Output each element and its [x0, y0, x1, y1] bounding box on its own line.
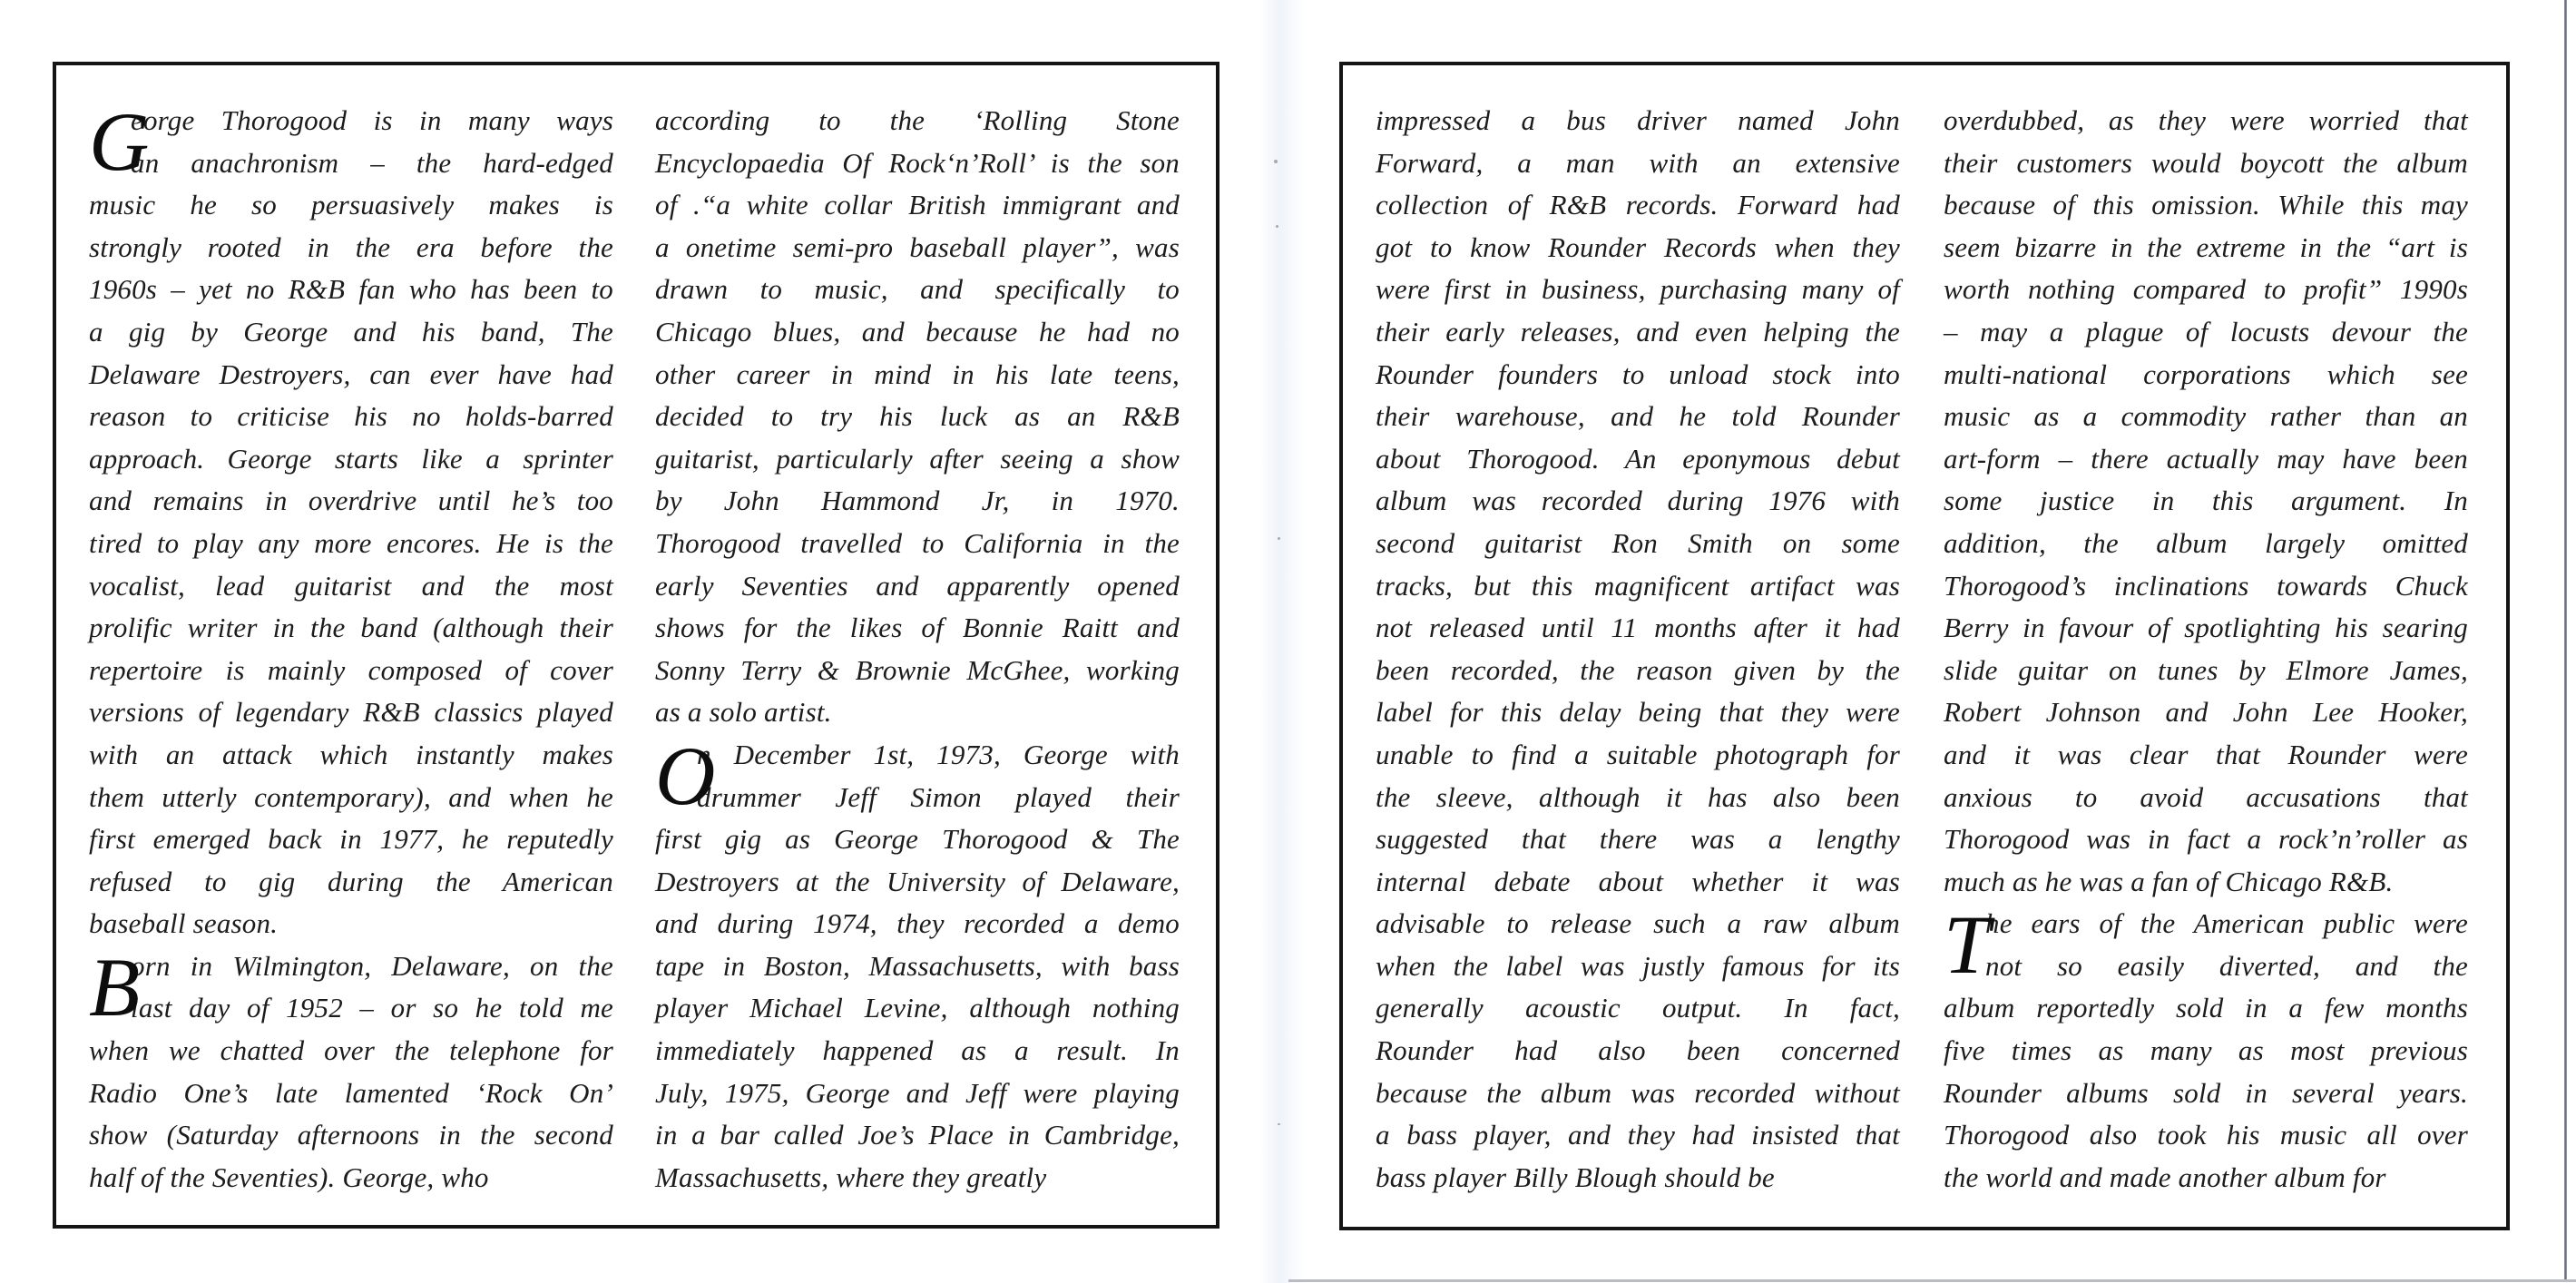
line-text: an anachronism – the hard-edged	[131, 146, 613, 179]
line-text: he ears of the American public were	[1985, 907, 2468, 940]
line-text: addition, the album largely omitted	[1944, 526, 2468, 559]
line-text: July, 1975, George and Jeff were playing	[655, 1076, 1180, 1109]
line-text: multi-national corporations which see	[1944, 357, 2468, 390]
line-text: the sleeve, although it has also been	[1376, 780, 1900, 813]
line-text: drawn to music, and specifically to	[655, 273, 1180, 306]
text-line	[1376, 607, 1900, 650]
text-line	[89, 523, 613, 565]
line-text: advisable to release such a raw album	[1376, 907, 1900, 940]
line-text: their warehouse, and he told Rounder	[1376, 400, 1900, 433]
text-line	[89, 987, 613, 1030]
line-text: a bass player, and they had insisted that	[1376, 1119, 1900, 1151]
text-line	[89, 861, 613, 904]
text-line	[1376, 396, 1900, 438]
line-text: show (Saturday afternoons in the second	[89, 1119, 613, 1151]
text-line	[89, 480, 613, 523]
text-line	[89, 650, 613, 692]
line-text: album was recorded during 1976 with	[1376, 485, 1900, 517]
line-text: shows for the likes of Bonnie Raitt and	[655, 612, 1180, 644]
line-text: Chicago blues, and because he had no	[655, 315, 1180, 348]
line-text: approach. George starts like a sprinter	[89, 442, 613, 475]
text-line	[1944, 184, 2468, 227]
line-text: their customers would boycott the album	[1944, 146, 2468, 179]
text-line	[655, 480, 1180, 523]
text-line	[89, 311, 613, 354]
text-line	[1376, 227, 1900, 269]
line-text: with an attack which instantly makes	[89, 738, 613, 770]
text-line	[1944, 396, 2468, 438]
text-line	[89, 607, 613, 650]
text-line	[89, 777, 613, 819]
line-text: orn in Wilmington, Delaware, on the	[131, 949, 613, 982]
line-text: Rounder founders to unload stock into	[1376, 357, 1900, 390]
line-text: versions of legendary R&B classics played	[89, 696, 613, 729]
text-line	[89, 818, 613, 861]
text-line	[1944, 1114, 2468, 1157]
line-text: n December 1st, 1973, George with	[697, 738, 1180, 770]
line-text: Forward, a man with an extensive	[1376, 146, 1900, 179]
line-text: second guitarist Ron Smith on some	[1376, 526, 1900, 559]
text-line	[1944, 354, 2468, 397]
text-line	[89, 227, 613, 269]
text-line	[655, 1030, 1180, 1072]
line-text: immediately happened as a result. In	[655, 1034, 1180, 1067]
page-bottom-edge	[1288, 1279, 2576, 1282]
text-line	[1376, 818, 1900, 861]
text-line	[655, 142, 1180, 185]
line-text: them utterly contemporary), and when he	[89, 780, 613, 813]
print-speck	[1278, 1123, 1280, 1125]
line-text: art-form – there actually may have been	[1944, 442, 2468, 475]
line-text: five times as many as most previous	[1944, 1034, 2468, 1067]
text-line	[655, 438, 1180, 481]
text-line	[655, 777, 1180, 819]
text-line	[1376, 777, 1900, 819]
text-line	[655, 818, 1180, 861]
text-line	[1944, 650, 2468, 692]
line-text: by John Hammond Jr, in 1970.	[655, 485, 1180, 517]
line-text: some justice in this argument. In	[1944, 485, 2468, 517]
line-text: Delaware Destroyers, can ever have had	[89, 357, 613, 390]
text-column	[1944, 100, 2468, 1199]
line-text: Robert Johnson and John Lee Hooker,	[1944, 696, 2468, 729]
line-text: much as he was a fan of Chicago R&B.	[1944, 865, 2394, 897]
line-text: about Thorogood. An eponymous debut	[1376, 442, 1900, 475]
text-line	[1376, 1114, 1900, 1157]
line-text: when we chatted over the telephone for	[89, 1034, 613, 1067]
line-text: – may a plague of locusts devour the	[1944, 315, 2468, 348]
text-line	[89, 1114, 613, 1157]
line-text: Radio One’s late lamented ‘Rock On’	[89, 1076, 613, 1109]
line-text: decided to try his luck as an R&B	[655, 400, 1180, 433]
line-text: got to know Rounder Records when they	[1376, 230, 1900, 263]
line-text: other career in mind in his late teens,	[655, 357, 1180, 390]
page-edge	[2564, 0, 2567, 1279]
line-text: refused to gig during the American	[89, 865, 613, 897]
text-line	[1376, 438, 1900, 481]
text-line	[1376, 269, 1900, 311]
text-line	[655, 1072, 1180, 1115]
line-text: overdubbed, as they were worried that	[1944, 104, 2468, 136]
line-text: Sonny Terry & Brownie McGhee, working	[655, 653, 1180, 686]
text-line	[1376, 1072, 1900, 1115]
line-text: tracks, but this magnificent artifact was	[1376, 569, 1900, 602]
line-text: worth nothing compared to profit” 1990s	[1944, 273, 2468, 306]
line-text: eorge Thorogood is in many ways	[131, 104, 613, 136]
text-line	[1944, 987, 2468, 1030]
text-line	[655, 861, 1180, 904]
print-speck	[1278, 537, 1280, 540]
line-text: Thorogood travelled to California in the	[655, 526, 1180, 559]
text-line	[1944, 523, 2468, 565]
line-text: 1960s – yet no R&B fan who has been to	[89, 273, 613, 306]
text-line	[1944, 565, 2468, 608]
text-line	[1944, 945, 2468, 988]
text-line	[1944, 142, 2468, 185]
text-line	[1376, 142, 1900, 185]
line-text: Encyclopaedia Of Rock‘n’Roll’ is the son	[655, 146, 1180, 179]
drop-cap: B	[89, 940, 141, 1033]
line-text: tape in Boston, Massachusetts, with bass	[655, 949, 1180, 982]
text-line	[655, 396, 1180, 438]
text-line	[1944, 269, 2468, 311]
text-line	[655, 987, 1180, 1030]
text-line	[1944, 691, 2468, 734]
line-text: baseball season.	[89, 907, 279, 940]
text-line	[655, 523, 1180, 565]
line-text: drummer Jeff Simon played their	[697, 780, 1180, 813]
text-line	[1376, 311, 1900, 354]
print-speck	[1274, 160, 1278, 163]
text-line	[89, 184, 613, 227]
line-text: internal debate about whether it was	[1376, 865, 1900, 897]
line-text: their early releases, and even helping the	[1376, 315, 1900, 348]
line-text: anxious to avoid accusations that	[1944, 780, 2468, 813]
text-line	[655, 650, 1180, 692]
line-text: label for this delay being that they were	[1376, 696, 1900, 729]
line-text: not so easily diverted, and the	[1985, 949, 2468, 982]
text-line	[1376, 565, 1900, 608]
text-line	[655, 227, 1180, 269]
line-text: Rounder albums sold in several years.	[1944, 1076, 2468, 1109]
line-text: slide guitar on tunes by Elmore James,	[1944, 653, 2468, 686]
page-gutter	[1259, 0, 1305, 1283]
text-line	[89, 269, 613, 311]
text-line	[89, 1030, 613, 1072]
text-line	[655, 945, 1180, 988]
drop-cap: T	[1944, 898, 1991, 992]
text-line	[89, 1072, 613, 1115]
print-speck	[1276, 225, 1278, 228]
line-text: prolific writer in the band (although their	[89, 612, 613, 644]
line-text: vocalist, lead guitarist and the most	[89, 569, 613, 602]
line-text: half of the Seventies). George, who	[89, 1161, 489, 1193]
right-page-frame	[1339, 62, 2510, 1230]
line-text: in a bar called Joe’s Place in Cambridge,	[655, 1119, 1180, 1151]
text-line	[655, 565, 1180, 608]
text-line	[89, 734, 613, 777]
text-line	[1944, 311, 2468, 354]
line-text: because the album was recorded without	[1376, 1076, 1900, 1109]
text-line	[1376, 987, 1900, 1030]
text-line	[655, 691, 1180, 734]
text-line	[1944, 1030, 2468, 1072]
text-line	[1376, 523, 1900, 565]
line-text: not released until 11 months after it had	[1376, 612, 1900, 644]
line-text: album reportedly sold in a few months	[1944, 992, 2468, 1024]
line-text: player Michael Levine, although nothing	[655, 992, 1180, 1024]
line-text: generally acoustic output. In fact,	[1376, 992, 1900, 1024]
text-line	[89, 354, 613, 397]
text-line	[1376, 354, 1900, 397]
text-line	[89, 1157, 613, 1200]
text-line	[655, 1157, 1180, 1200]
text-line	[655, 1114, 1180, 1157]
text-line	[1944, 1072, 2468, 1115]
line-text: Rounder had also been concerned	[1376, 1034, 1900, 1067]
text-line	[1376, 734, 1900, 777]
text-line	[89, 691, 613, 734]
text-line	[1944, 607, 2468, 650]
line-text: the world and made another album for	[1944, 1161, 2386, 1193]
text-line	[89, 903, 613, 945]
text-line	[89, 396, 613, 438]
text-line	[1944, 480, 2468, 523]
text-line	[1944, 1157, 2468, 1200]
line-text: were first in business, purchasing many of	[1376, 273, 1900, 306]
text-line	[89, 565, 613, 608]
line-text: first emerged back in 1977, he reputedly	[89, 823, 613, 856]
text-line	[1944, 734, 2468, 777]
line-text: Massachusetts, where they greatly	[655, 1161, 1047, 1193]
line-text: early Seventies and apparently opened	[655, 569, 1180, 602]
line-text: Destroyers at the University of Delaware,	[655, 865, 1180, 897]
line-text: and remains in overdrive until he’s too	[89, 485, 613, 517]
text-line	[1944, 818, 2468, 861]
line-text: as a solo artist.	[655, 696, 832, 729]
text-line	[655, 354, 1180, 397]
text-line	[1376, 1030, 1900, 1072]
line-text: music as a commodity rather than an	[1944, 400, 2468, 433]
line-text: bass player Billy Blough should be	[1376, 1161, 1775, 1193]
text-line	[655, 269, 1180, 311]
line-text: first gig as George Thorogood & The	[655, 823, 1180, 856]
line-text: Thorogood was in fact a rock’n’roller as	[1944, 823, 2468, 856]
line-text: impressed a bus driver named John	[1376, 104, 1900, 136]
text-line	[1376, 945, 1900, 988]
line-text: last day of 1952 – or so he told me	[131, 992, 613, 1024]
left-page-frame	[53, 62, 1219, 1229]
text-line	[1376, 184, 1900, 227]
line-text: and during 1974, they recorded a demo	[655, 907, 1180, 940]
text-line	[655, 607, 1180, 650]
line-text: guitarist, particularly after seeing a show	[655, 442, 1180, 475]
line-text: seem bizarre in the extreme in the “art is	[1944, 230, 2468, 263]
line-text: and it was clear that Rounder were	[1944, 738, 2468, 770]
text-line	[1376, 1157, 1900, 1200]
text-line	[1376, 691, 1900, 734]
line-text: because of this omission. While this may	[1944, 189, 2468, 221]
drop-cap: O	[655, 729, 716, 822]
text-line	[1376, 861, 1900, 904]
line-text: when the label was justly famous for its	[1376, 949, 1900, 982]
text-line	[655, 184, 1180, 227]
text-line	[89, 142, 613, 185]
line-text: suggested that there was a lengthy	[1376, 823, 1900, 856]
text-line	[1376, 650, 1900, 692]
text-line	[1376, 903, 1900, 945]
line-text: Berry in favour of spotlighting his searing	[1944, 612, 2468, 644]
line-text: music he so persuasively makes is	[89, 189, 613, 221]
text-line	[1376, 480, 1900, 523]
text-line	[1944, 861, 2468, 904]
text-line	[1944, 777, 2468, 819]
text-line	[89, 438, 613, 481]
line-text: of .“a white collar British immigrant and	[655, 189, 1180, 221]
text-line	[655, 311, 1180, 354]
text-line	[1944, 100, 2468, 142]
text-column	[655, 100, 1180, 1199]
line-text: Thorogood also took his music all over	[1944, 1119, 2468, 1151]
text-line	[655, 100, 1180, 142]
line-text: a gig by George and his band, The	[89, 315, 613, 348]
text-line	[1944, 227, 2468, 269]
text-line	[655, 903, 1180, 945]
text-line	[1944, 438, 2468, 481]
text-line	[1376, 100, 1900, 142]
line-text: collection of R&B records. Forward had	[1376, 189, 1900, 221]
text-column	[1376, 100, 1900, 1199]
line-text: repertoire is mainly composed of cover	[89, 653, 613, 686]
drop-cap: G	[89, 95, 150, 188]
line-text: tired to play any more encores. He is the	[89, 526, 613, 559]
line-text: unable to find a suitable photograph for	[1376, 738, 1900, 770]
line-text: a onetime semi-pro baseball player”, was	[655, 230, 1180, 263]
line-text: according to the ‘Rolling Stone	[655, 104, 1180, 136]
line-text: reason to criticise his no holds-barred	[89, 400, 613, 433]
line-text: Thorogood’s inclinations towards Chuck	[1944, 569, 2468, 602]
line-text: been recorded, the reason given by the	[1376, 653, 1900, 686]
line-text: strongly rooted in the era before the	[89, 230, 613, 263]
text-column	[89, 95, 613, 1199]
